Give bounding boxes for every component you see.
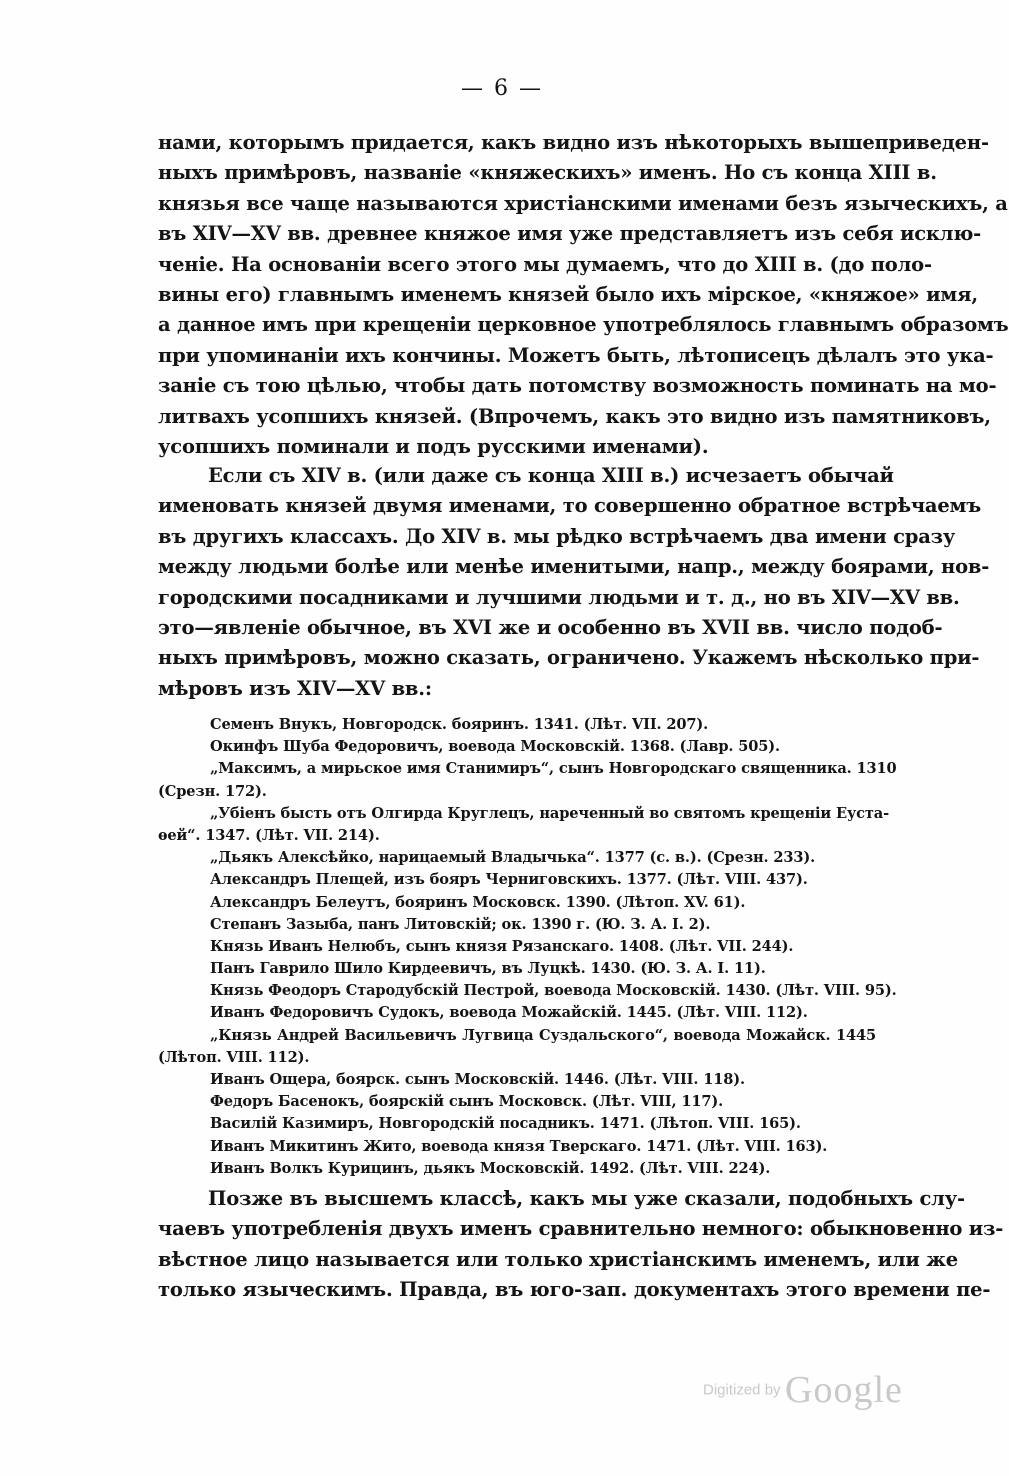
text-line: ныхъ примѣровъ, можно сказать, ограничено. Укажемъ нѣсколько при- — [158, 646, 980, 670]
list-item: (Срезн. 172). — [158, 782, 267, 800]
text-line: вѣстное лицо называется или только христіанскимъ именемъ, или же — [158, 1247, 958, 1271]
text-line: только языческимъ. Правда, въ юго-зап. документахъ этого времени пе- — [158, 1278, 991, 1302]
watermark-prefix: Digitized by — [703, 1381, 781, 1399]
text-line: въ XIV—XV вв. древнее княжое имя уже представляетъ изъ себя исклю- — [158, 222, 982, 246]
text-line: ныхъ примѣровъ, названіе «княжескихъ» именъ. Но съ конца XIII в. — [158, 161, 937, 185]
text-line: при упоминаніи ихъ кончины. Можетъ быть, лѣтописецъ дѣлалъ это ука- — [158, 343, 994, 367]
list-item: Степанъ Зазыба, панъ Литовскій; ок. 1390 г. (Ю. З. А. I. 2). — [210, 915, 711, 933]
text-line: а данное имъ при крещеніи церковное употреблялось главнымъ образомъ — [158, 313, 1009, 337]
list-item: „Убіенъ бысть отъ Олгирда Круглецъ, нареченный во святомъ крещеніи Еуста- — [210, 804, 889, 822]
list-item: „Максимъ, а мирьское имя Станимиръ“, сынъ Новгородскаго священника. 1310 — [210, 760, 897, 778]
list-item: Иванъ Ощера, боярск. сынъ Московскій. 1446. (Лѣт. VIII. 118). — [210, 1071, 745, 1088]
list-item: Семенъ Внукъ, Новгородск. бояринъ. 1341. (Лѣт. VII. 207). — [210, 716, 709, 733]
text-line: это—явленіе обычное, въ XVI же и особенно въ XVII вв. число подоб- — [158, 615, 943, 639]
watermark-brand: Google — [785, 1369, 903, 1411]
list-item: Панъ Гаврило Шило Кирдеевичъ, въ Луцкѣ. 1430. (Ю. З. А. I. 11). — [210, 960, 766, 978]
text-line: заніе съ тою цѣлью, чтобы дать потомству возможность поминать на мо- — [158, 374, 997, 398]
list-item: Василій Казимиръ, Новгородскій посадникъ. 1471. (Лѣтоп. VIII. 165). — [210, 1115, 801, 1133]
list-item: Федоръ Басенокъ, боярскій сынъ Московск. (Лѣт. VIII, 117). — [210, 1093, 724, 1111]
list-item: Князь Феодоръ Стародубскій Пестрой, воевода Московскій. 1430. (Лѣт. VIII. 95). — [210, 982, 897, 1000]
text-line: ченіе. На основаніи всего этого мы думаемъ, что до XIII в. (до поло- — [158, 252, 932, 276]
list-item: (Лѣтоп. VIII. 112). — [158, 1048, 310, 1066]
list-item: Иванъ Федоровичъ Судокъ, воевода Можайскій. 1445. (Лѣт. VIII. 112). — [210, 1004, 808, 1022]
text-line: усопшихъ поминали и подъ русскими именами). — [158, 434, 709, 458]
text-line: нами, которымъ придается, какъ видно изъ нѣкоторыхъ вышеприведен- — [158, 131, 989, 154]
text-line: литвахъ усопшихъ князей. (Впрочемъ, какъ это видно изъ памятниковъ, — [158, 404, 991, 428]
text-line: вины его) главнымъ именемъ князей было ихъ мірское, «княжое» имя, — [158, 282, 978, 306]
digitized-by-google-watermark — [703, 1368, 903, 1412]
list-item: ѳей“. 1347. (Лѣт. VII. 214). — [158, 826, 380, 844]
text-line: мѣровъ изъ XIV—XV вв.: — [158, 676, 432, 700]
list-item: Окинфъ Шуба Федоровичъ, воевода Московскій. 1368. (Лавр. 505). — [210, 738, 780, 756]
list-item: Александръ Плещей, изъ бояръ Черниговскихъ. 1377. (Лѣт. VIII. 437). — [210, 871, 808, 889]
list-item: Иванъ Микитинъ Жито, воевода князя Тверскаго. 1471. (Лѣт. VIII. 163). — [210, 1137, 828, 1155]
paragraph-2 — [158, 461, 990, 704]
examples-list — [158, 714, 897, 1180]
list-item: Князь Иванъ Нелюбъ, сынъ князя Рязанскаго. 1408. (Лѣт. VII. 244). — [210, 937, 794, 955]
text-line: Позже въ высшемъ классѣ, какъ мы уже сказали, подобныхъ слу- — [208, 1187, 965, 1210]
text-line: князья все чаще называются христіанскими именами безъ языческихъ, а — [158, 191, 1008, 215]
paragraph-1 — [158, 128, 1009, 462]
page-number: — 6 — — [461, 76, 543, 101]
text-line: чаевъ употребленія двухъ именъ сравнительно немного: обыкновенно из- — [158, 1217, 1004, 1241]
text-line: между людьми болѣе или менѣе именитыми, напр., между боярами, нов- — [158, 555, 990, 579]
list-item: Иванъ Волкъ Курицинъ, дьякъ Московскій. 1492. (Лѣт. VIII. 224). — [210, 1159, 771, 1177]
text-line: городскими посадниками и лучшими людьми и т. д., но въ XIV—XV вв. — [158, 585, 960, 609]
text-line: Если съ XIV в. (или даже съ конца XIII в.) исчезаетъ обычай — [208, 464, 894, 487]
paragraph-3 — [158, 1184, 1004, 1306]
text-line: именовать князей двумя именами, то совершенно обратное встрѣчаемъ — [158, 494, 982, 518]
list-item: „Князь Андрей Васильевичъ Лугвица Суздальского“, воевода Можайск. 1445 — [210, 1026, 876, 1044]
text-line: въ другихъ классахъ. До XIV в. мы рѣдко встрѣчаемъ два имени сразу — [158, 524, 956, 548]
list-item: Александръ Белеутъ, бояринъ Московск. 1390. (Лѣтоп. XV. 61). — [210, 893, 746, 911]
list-item: „Дьякъ Алексѣйко, нарицаемый Владычька“. 1377 (с. в.). (Срезн. 233). — [210, 849, 816, 867]
